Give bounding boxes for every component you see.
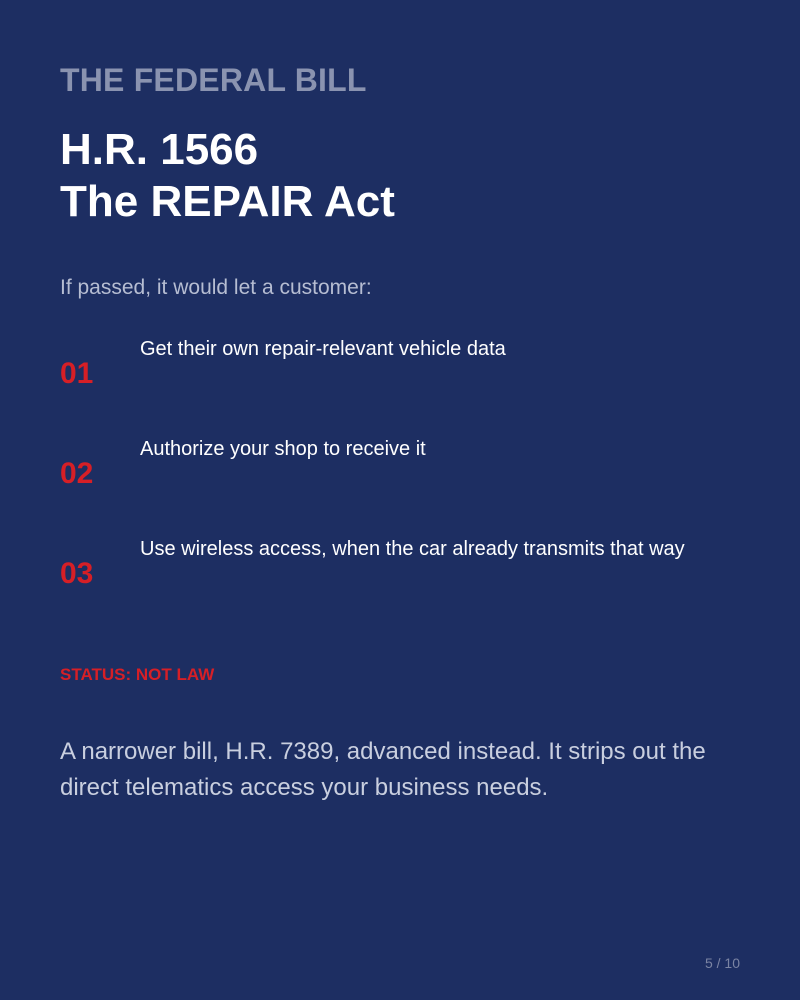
page-title: [60, 124, 395, 228]
list-item: [60, 536, 740, 616]
list-item: [60, 436, 740, 516]
status-badge: STATUS: NOT LAW: [60, 665, 215, 684]
list-item-text: Authorize your shop to receive it: [140, 438, 426, 460]
eyebrow-heading: THE FEDERAL BILL: [60, 62, 367, 98]
list-item: [60, 336, 740, 416]
intro-text: If passed, it would let a customer:: [60, 276, 372, 299]
page-indicator: 5 / 10: [704, 955, 740, 971]
body-paragraph: A narrower bill, H.R. 7389, advanced instead. It strips out the direct telematics access your business needs.: [60, 738, 706, 801]
list-item-number: 03: [60, 557, 94, 590]
list-item-number: 01: [60, 357, 94, 390]
list-item-text: Get their own repair-relevant vehicle data: [140, 338, 506, 360]
title-line-bill-number: H.R. 1566: [60, 125, 259, 174]
title-line-act-name: The REPAIR Act: [60, 177, 395, 226]
list-item-number: 02: [60, 457, 94, 490]
list-item-text: Use wireless access, when the car already transmits that way: [140, 538, 685, 560]
